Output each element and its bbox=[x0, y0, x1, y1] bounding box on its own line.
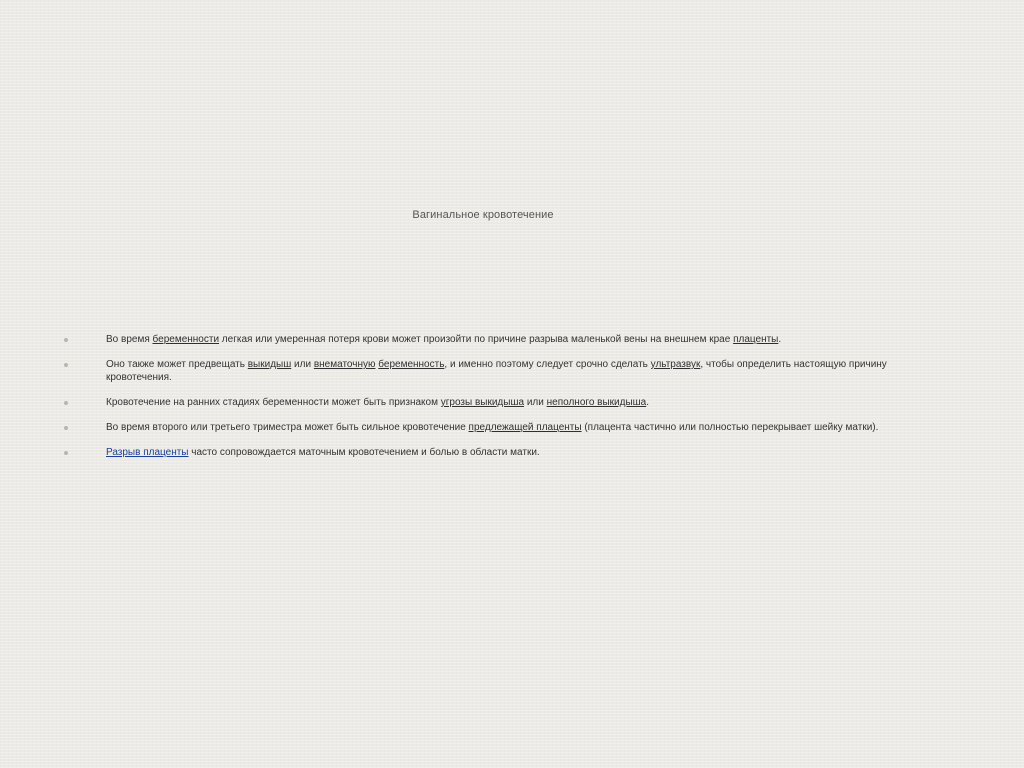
text-link[interactable]: плаценты bbox=[733, 334, 779, 345]
text-fragment: Во время bbox=[106, 334, 153, 345]
bullet-text bbox=[106, 359, 887, 383]
text-fragment: , чтобы определить настоящую причину кровотечения. bbox=[106, 359, 887, 383]
bullet-item bbox=[62, 396, 942, 409]
text-fragment: Кровотечение на ранних стадиях беременности может быть признаком bbox=[106, 397, 441, 408]
slide-title: Вагинальное кровотечение bbox=[412, 209, 554, 221]
text-fragment: . bbox=[778, 334, 782, 345]
text-link[interactable]: внематочную bbox=[313, 359, 376, 370]
text-link[interactable]: угрозы выкидыша bbox=[440, 397, 525, 408]
bullet-text bbox=[106, 397, 649, 408]
bullet-text bbox=[106, 422, 878, 433]
text-link[interactable]: Разрыв плаценты bbox=[106, 447, 189, 458]
text-link[interactable]: неполного выкидыша bbox=[546, 397, 647, 408]
text-fragment: (плацента частично или полностью перекрывает шейку матки). bbox=[581, 422, 879, 433]
bullet-dot-icon bbox=[64, 363, 68, 367]
bullet-dot-icon bbox=[64, 451, 68, 455]
text-fragment: легкая или умеренная потеря крови может произойти по причине разрыва маленькой вены на внешнем крае bbox=[219, 334, 734, 345]
bullet-item bbox=[62, 421, 942, 434]
text-link[interactable]: предлежащей плаценты bbox=[468, 422, 582, 433]
text-fragment: Во время второго или третьего триместра может быть сильное кровотечение bbox=[106, 422, 469, 433]
bullet-list bbox=[62, 333, 942, 459]
text-fragment: или bbox=[291, 359, 314, 370]
bullet-item bbox=[62, 333, 942, 346]
text-fragment: , и именно поэтому следует срочно сделать bbox=[444, 359, 651, 370]
bullet-item bbox=[62, 358, 942, 384]
bullet-text bbox=[106, 334, 781, 345]
text-link[interactable]: ультразвук bbox=[650, 359, 701, 370]
bullet-text bbox=[106, 447, 540, 458]
bullet-dot-icon bbox=[64, 338, 68, 342]
text-link[interactable]: беременность bbox=[378, 359, 445, 370]
text-link[interactable]: выкидыш bbox=[247, 359, 292, 370]
bullet-dot-icon bbox=[64, 401, 68, 405]
bullet-dot-icon bbox=[64, 426, 68, 430]
text-link[interactable]: беременности bbox=[152, 334, 220, 345]
bullet-item bbox=[62, 446, 942, 459]
text-fragment: или bbox=[524, 397, 547, 408]
text-fragment: . bbox=[646, 397, 650, 408]
text-fragment: Оно также может предвещать bbox=[106, 359, 248, 370]
text-fragment: часто сопровождается маточным кровотечением и болью в области матки. bbox=[188, 447, 540, 458]
